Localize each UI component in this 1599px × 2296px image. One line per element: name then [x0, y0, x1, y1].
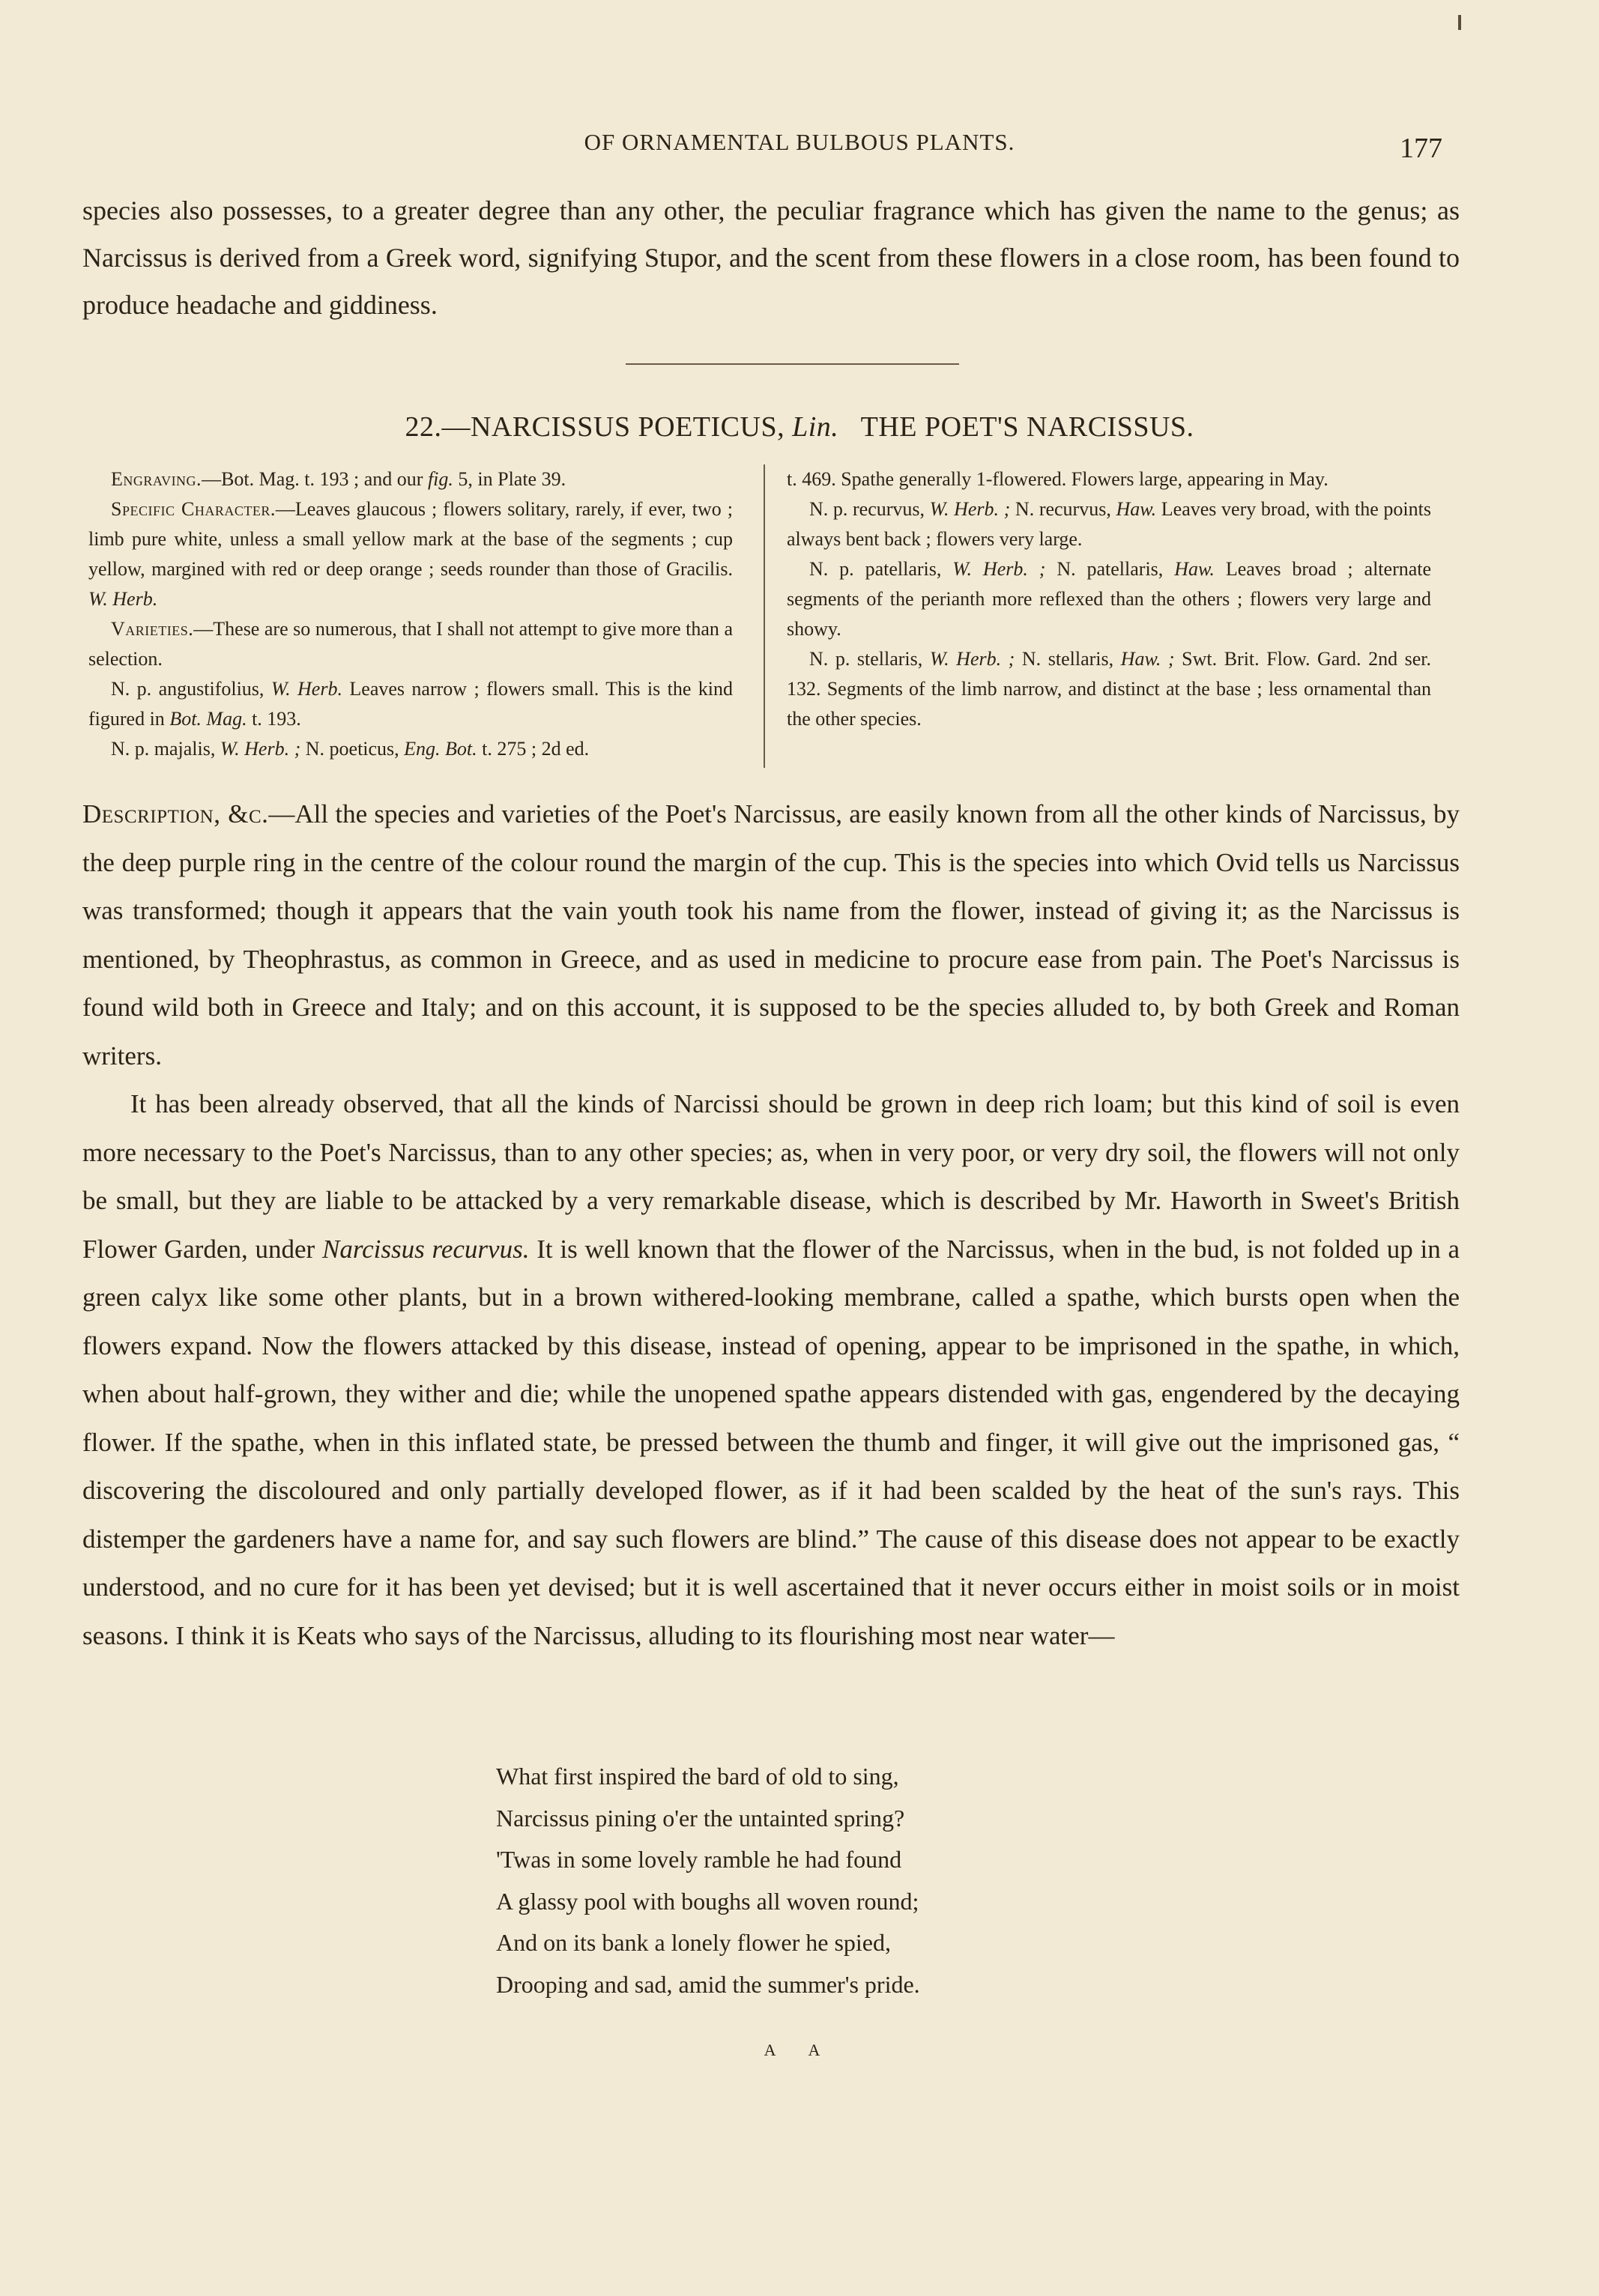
engraving-label: Engraving.	[111, 468, 202, 490]
page-number: 177	[1400, 133, 1442, 164]
variety-text: Swt. Brit. Flow. Gard. 2nd ser. 132. Segments of the limb narrow, and distinct at the base ; less ornamental than the other species.	[787, 648, 1432, 730]
scan-mark	[1458, 15, 1461, 30]
variety-text-end: t. 193.	[252, 708, 301, 730]
variety-text: Leaves narrow ; flowers small. This is the kind figured in	[88, 678, 734, 730]
majalis-continuation: t. 469. Spathe generally 1-flowered. Flowers large, appearing in May.	[787, 468, 1329, 490]
engraving-text: —Bot. Mag. t. 193 ; and our	[202, 468, 423, 490]
description-species-name: Narcissus recurvus.	[321, 1234, 530, 1264]
variety-authority: W. Herb. ;	[929, 498, 1011, 520]
left-column	[88, 464, 733, 764]
variety-reference: Eng. Bot.	[404, 738, 477, 760]
variety-synonym-authority: Haw.	[1116, 498, 1157, 520]
variety-name: N. p. recurvus,	[809, 498, 925, 520]
verse-line: And on its bank a lonely flower he spied,	[496, 1929, 891, 1956]
variety-name: N. p. stellaris,	[809, 648, 923, 670]
variety-name: N. p. angustifolius,	[111, 678, 265, 700]
variety-synonym-authority: Haw.	[1174, 558, 1215, 580]
variety-recurvus	[787, 494, 1431, 554]
variety-text: Leaves broad ; alternate segments of the perianth more reflexed than the others ; flowers very large and showy.	[787, 558, 1432, 640]
description-paragraph-1	[82, 790, 1460, 1080]
variety-text-end: t. 275 ; 2d ed.	[482, 738, 590, 760]
section-number-name: 22.—NARCISSUS POETICUS,	[405, 411, 785, 443]
variety-authority: W. Herb. ;	[220, 738, 301, 760]
verse-quotation	[496, 1756, 920, 2005]
intro-paragraph: species also possesses, to a greater degree than any other, the peculiar fragrance which has given the name to the genus; as Narcissus is derived from a Greek word, signifying Stupor, and the scent from these flowers in a close room, has been found to produce headache and giddiness.	[82, 196, 1460, 320]
engraving-fig: fig.	[427, 468, 453, 490]
description-text-b: It is well known that the flower of the Narcissus, when in the bud, is not folded up in a green calyx like some other plants, but in a brown withered-looking membrane, called a spathe, which bursts open when the flowers expand. Now the flowers attacked by this disease, instead of opening, appear to be imprisoned in the spathe, in which, when about half-grown, they wither and die; while the unopened spathe appears distended with gas, engendered by the decaying flower. If the spathe, when in this inflated state, be pressed between the thumb and finger, it will give out the imprisoned gas, “ discovering the discoloured and only partially developed flower, as if it had been scalded by the heat of the sun's rays. This distemper the gardeners have a name for, and say such flowers are blind.” The cause of this disease does not appear to be exactly understood, and no cure for it has been yet devised; but it is well ascertained that it never occurs either in moist soils or in moist seasons. I think it is Keats who says of the Narcissus, alluding to its flourishing most near water—	[82, 1234, 1460, 1650]
section-common-name: THE POET'S NARCISSUS.	[860, 411, 1194, 443]
variety-text: Leaves very broad, with the points always bent back ; flowers very large.	[787, 498, 1431, 550]
variety-patellaris	[787, 554, 1431, 644]
description-paragraph-2	[82, 1080, 1460, 1660]
variety-authority: W. Herb.	[270, 678, 342, 700]
variety-name: N. p. patellaris,	[809, 558, 942, 580]
specific-character-entry	[88, 494, 733, 614]
variety-angustifolius	[88, 674, 733, 734]
verse-line: Narcissus pining o'er the untainted spring?	[496, 1804, 905, 1832]
varieties-label: Varieties.	[111, 618, 194, 640]
verse-line: What first inspired the bard of old to sing,	[496, 1763, 899, 1790]
section-authority: Lin.	[792, 411, 839, 443]
verse-line: Drooping and sad, amid the summer's pride.	[496, 1970, 920, 1998]
variety-authority: W. Herb. ;	[929, 648, 1015, 670]
variety-authority: W. Herb. ;	[952, 558, 1046, 580]
variety-reference: Bot. Mag.	[169, 708, 247, 730]
specific-character-text: —Leaves glaucous ; flowers solitary, rarely, if ever, two ; limb pure white, unless a small yellow mark at the base of the segments ; cup yellow, margined with red or deep orange ; seeds rounder than those of Gracilis.	[88, 498, 733, 580]
right-column	[787, 464, 1431, 734]
printer-signature: A A	[764, 2041, 835, 2059]
engraving-entry	[88, 464, 733, 494]
section-title	[0, 411, 1599, 443]
specific-character-authority: W. Herb.	[88, 588, 158, 610]
description-section	[82, 790, 1460, 1660]
engraving-plate: 5, in Plate 39.	[458, 468, 566, 490]
variety-synonym-authority: Haw. ;	[1120, 648, 1175, 670]
variety-synonym: N. patellaris,	[1057, 558, 1164, 580]
column-divider	[764, 464, 765, 768]
variety-majalis	[88, 734, 733, 764]
variety-synonym: N. poeticus,	[305, 738, 399, 760]
variety-synonym: N. recurvus,	[1015, 498, 1111, 520]
verse-line: A glassy pool with boughs all woven round;	[496, 1887, 919, 1915]
variety-synonym: N. stellaris,	[1021, 648, 1114, 670]
section-divider	[626, 363, 959, 365]
varieties-entry	[88, 614, 733, 674]
description-text: —All the species and varieties of the Poet's Narcissus, are easily known from all the other kinds of Narcissus, by the deep purple ring in the centre of the colour round the margin of the cup. This is the species into which Ovid tells us Narcissus was transformed; though it appears that the vain youth took his name from the flower, instead of giving it; as the Narcissus is mentioned, by Theophrastus, as common in Greece, and as used in medicine to procure ease from pain. The Poet's Narcissus is found wild both in Greece and Italy; and on this account, it is supposed to be the species alluded to, by both Greek and Roman writers.	[82, 799, 1460, 1070]
verse-line: 'Twas in some lovely ramble he had found	[496, 1846, 902, 1873]
varieties-text: —These are so numerous, that I shall not attempt to give more than a selection.	[88, 618, 733, 670]
running-title: OF ORNAMENTAL BULBOUS PLANTS.	[584, 129, 1015, 155]
variety-stellaris	[787, 644, 1431, 734]
description-label: Description, &c.	[82, 799, 269, 829]
variety-name: N. p. majalis,	[111, 738, 216, 760]
specific-character-label: Specific Character.	[111, 498, 276, 520]
description-text-a: It has been already observed, that all the kinds of Narcissi should be grown in deep rich loam; but this kind of soil is even more necessary to the Poet's Narcissus, than to any other species; as, when in very poor, or very dry soil, the flowers will not only be small, but they are liable to be attacked by a very remarkable disease, which is described by Mr. Haworth in Sweet's British Flower Garden, under	[82, 1089, 1460, 1264]
